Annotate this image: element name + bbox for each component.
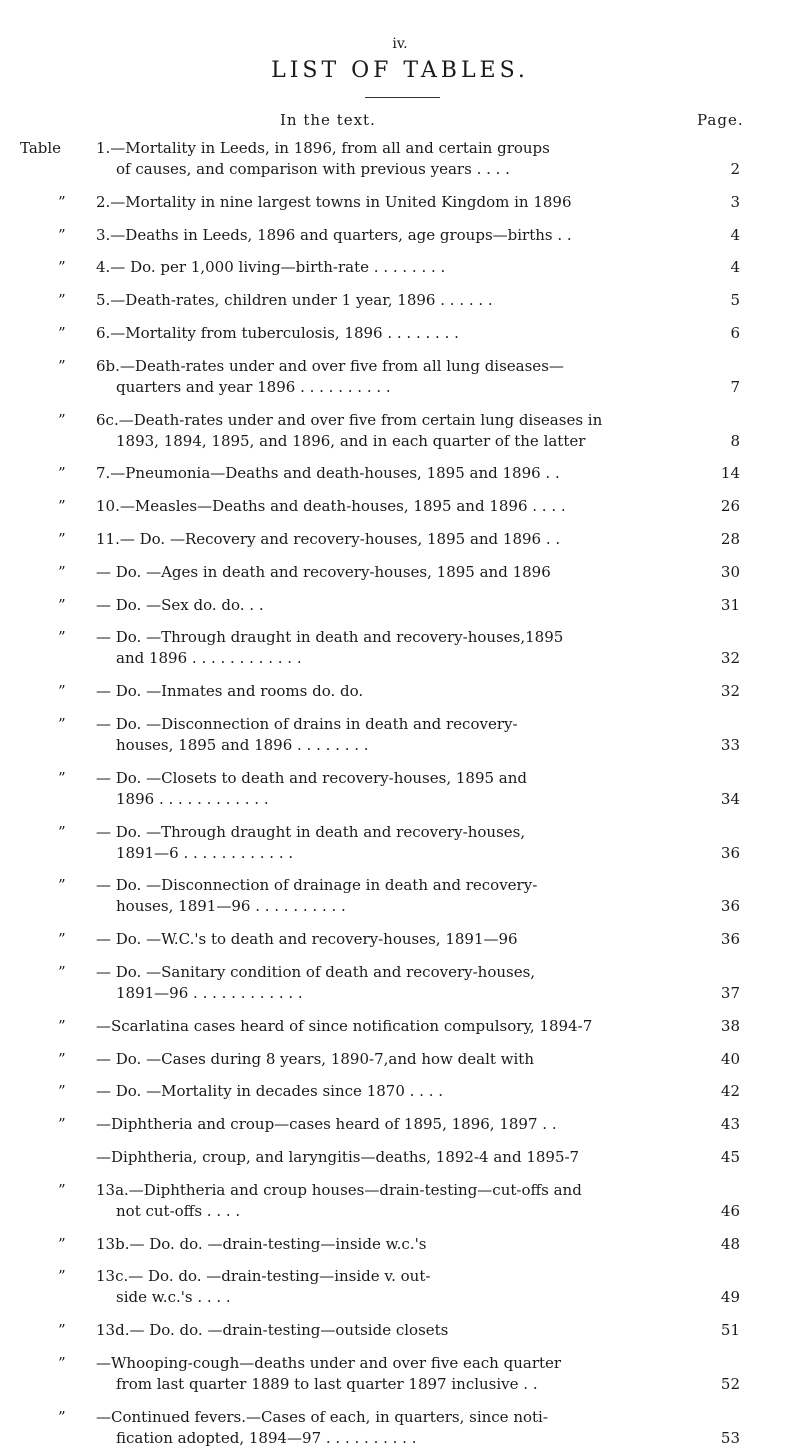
list-item xyxy=(0,1081,800,1102)
row-label: ” xyxy=(58,497,66,516)
list-item xyxy=(0,562,800,583)
list-item xyxy=(0,1353,800,1395)
row-text: 1.—Mortality in Leeds, in 1896, from all and certain groups xyxy=(96,139,550,157)
row-page-number: 3 xyxy=(730,192,740,211)
row-text: 10.—Measles—Deaths and death-houses, 1895 and 1896 . . . . xyxy=(96,497,566,516)
row-text-continued: of causes, and comparison with previous years . . . . xyxy=(116,160,510,178)
row-text-continued: quarters and year 1896 . . . . . . . . . . xyxy=(116,377,391,396)
list-item xyxy=(0,1049,800,1070)
row-page-number: 46 xyxy=(720,1201,740,1220)
row-label: ” xyxy=(58,595,66,614)
list-item xyxy=(0,822,800,864)
row-page-number: 34 xyxy=(720,789,740,808)
row-page-number: 33 xyxy=(720,736,740,754)
row-page-number: 26 xyxy=(720,497,740,516)
list-item xyxy=(0,225,800,246)
list-item xyxy=(0,356,800,398)
row-label: ” xyxy=(58,1267,66,1286)
row-label: ” xyxy=(58,963,66,981)
list-item xyxy=(0,627,800,669)
row-page-number: 36 xyxy=(720,930,740,949)
row-page-number: 4 xyxy=(730,258,740,277)
row-text-continued: houses, 1891—96 . . . . . . . . . . xyxy=(116,897,346,916)
row-label: ” xyxy=(58,1180,66,1199)
list-item xyxy=(0,1407,800,1449)
list-item xyxy=(0,714,800,756)
list-item xyxy=(0,875,800,917)
row-text: —Diphtheria and croup—cases heard of 1895, 1896, 1897 . . xyxy=(96,1115,557,1134)
row-text-continued: 1891—6 . . . . . . . . . . . . xyxy=(116,843,294,862)
row-label: ” xyxy=(58,1234,66,1253)
row-page-number: 30 xyxy=(720,562,740,581)
row-label: ” xyxy=(58,464,66,483)
list-item xyxy=(0,323,800,344)
row-label: ” xyxy=(58,1049,66,1068)
row-page-number: 32 xyxy=(720,649,740,668)
row-text: — Do. —Inmates and rooms do. do. xyxy=(96,682,364,701)
row-text-continued: 1893, 1894, 1895, and 1896, and in each quarter of the latter xyxy=(116,431,586,450)
row-text: — Do. —Cases during 8 years, 1890-7,and how dealt with xyxy=(96,1049,534,1068)
row-page-number: 53 xyxy=(720,1428,740,1447)
row-page-number: 40 xyxy=(720,1049,740,1068)
row-text: — Do. —Through draught in death and recovery-houses,1895 xyxy=(96,628,564,647)
list-item xyxy=(0,1016,800,1037)
row-text: 6b.—Death-rates under and over five from all lung diseases— xyxy=(96,356,564,375)
list-item xyxy=(0,681,800,702)
row-text: 13c.— Do. do. —drain-testing—inside v. out- xyxy=(96,1267,431,1286)
row-page-number: 52 xyxy=(720,1375,740,1393)
list-item xyxy=(0,1114,800,1135)
row-text: — Do. —W.C.'s to death and recovery-houses, 1891—96 xyxy=(96,930,518,949)
row-text-continued: 1896 . . . . . . . . . . . . xyxy=(116,789,269,808)
list-item xyxy=(0,768,800,810)
row-text: — Do. —Closets to death and recovery-houses, 1895 and xyxy=(96,768,528,787)
row-text: 13b.— Do. do. —drain-testing—inside w.c.'s xyxy=(96,1234,427,1253)
row-label: ” xyxy=(58,628,66,647)
row-text: — Do. —Disconnection of drains in death and recovery- xyxy=(96,715,518,733)
section-heading: In the text. xyxy=(280,111,376,129)
list-item xyxy=(0,496,800,517)
row-page-number: 32 xyxy=(720,682,740,701)
row-label: ” xyxy=(58,822,66,841)
row-page-number: 2 xyxy=(730,160,740,178)
row-text-continued: from last quarter 1889 to last quarter 1897 inclusive . . xyxy=(116,1375,538,1393)
row-page-number: 36 xyxy=(720,897,740,916)
row-text: 11.— Do. —Recovery and recovery-houses, 1895 and 1896 . . xyxy=(96,530,561,548)
list-item xyxy=(0,1266,800,1308)
row-page-number: 31 xyxy=(720,595,740,614)
row-label: ” xyxy=(58,225,66,244)
row-page-number: 5 xyxy=(730,291,740,310)
row-text: 7.—Pneumonia—Deaths and death-houses, 1895 and 1896 . . xyxy=(96,464,560,483)
row-text-continued: not cut-offs . . . . xyxy=(116,1201,241,1220)
row-label: ” xyxy=(58,1321,66,1340)
list-item xyxy=(0,138,800,180)
row-page-number: 42 xyxy=(720,1082,740,1101)
row-text: —Continued fevers.—Cases of each, in quarters, since noti- xyxy=(96,1407,548,1426)
row-label: ” xyxy=(58,324,66,342)
row-text-continued: and 1896 . . . . . . . . . . . . xyxy=(116,649,302,668)
row-page-number: 6 xyxy=(730,324,740,342)
row-text: 5.—Death-rates, children under 1 year, 1896 . . . . . . xyxy=(96,291,493,310)
row-label: ” xyxy=(58,291,66,310)
row-page-number: 28 xyxy=(720,530,740,548)
row-text: 4.— Do. per 1,000 living—birth-rate . . . . . . . . xyxy=(96,258,446,277)
row-page-number: 38 xyxy=(720,1016,740,1035)
page-number: iv. xyxy=(392,36,408,52)
row-page-number: 4 xyxy=(730,225,740,244)
row-label: ” xyxy=(58,930,66,949)
row-page-number: 8 xyxy=(730,431,740,450)
row-text: —Whooping-cough—deaths under and over five each quarter xyxy=(96,1354,562,1372)
list-item xyxy=(0,1320,800,1341)
row-page-number: 43 xyxy=(720,1115,740,1134)
row-text: —Diphtheria, croup, and laryngitis—deaths, 1892-4 and 1895-7 xyxy=(96,1148,580,1166)
row-page-number: 37 xyxy=(720,984,740,1002)
row-text: 13d.— Do. do. —drain-testing—outside closets xyxy=(96,1321,449,1340)
list-item xyxy=(0,595,800,616)
row-text: — Do. —Sanitary condition of death and recovery-houses, xyxy=(96,963,536,981)
row-text: — Do. —Sex do. do. . . xyxy=(96,595,264,614)
row-text-continued: side w.c.'s . . . . xyxy=(116,1288,231,1307)
page-title: LIST OF TABLES. xyxy=(271,58,529,83)
title-rule xyxy=(365,97,440,98)
row-page-number: 7 xyxy=(730,377,740,396)
row-label: ” xyxy=(58,1115,66,1134)
row-label: ” xyxy=(58,356,66,375)
row-label: ” xyxy=(58,562,66,581)
row-label: ” xyxy=(58,715,66,733)
row-text: 6.—Mortality from tuberculosis, 1896 . . . . . . . . xyxy=(96,324,459,342)
row-label: ” xyxy=(58,1407,66,1426)
row-page-number: 49 xyxy=(720,1288,740,1307)
row-label: ” xyxy=(58,768,66,787)
row-page-number: 36 xyxy=(720,843,740,862)
row-text: —Scarlatina cases heard of since notification compulsory, 1894-7 xyxy=(96,1016,593,1035)
list-item xyxy=(0,290,800,311)
row-label: ” xyxy=(58,410,66,429)
row-page-number: 48 xyxy=(720,1234,740,1253)
list-item xyxy=(0,463,800,484)
row-text-continued: fication adopted, 1894—97 . . . . . . . . . . xyxy=(116,1428,417,1447)
row-text: 6c.—Death-rates under and over five from certain lung diseases in xyxy=(96,410,603,429)
row-label: Table xyxy=(20,139,62,157)
list-item xyxy=(0,410,800,452)
row-page-number: 51 xyxy=(720,1321,740,1340)
list-item xyxy=(0,929,800,950)
row-text-continued: 1891—96 . . . . . . . . . . . . xyxy=(116,984,303,1002)
row-label: ” xyxy=(58,192,66,211)
row-page-number: 45 xyxy=(720,1148,740,1166)
row-label: ” xyxy=(58,876,66,895)
row-text: — Do. —Through draught in death and recovery-houses, xyxy=(96,822,526,841)
row-label: ” xyxy=(58,1016,66,1035)
row-text: — Do. —Ages in death and recovery-houses, 1895 and 1896 xyxy=(96,562,551,581)
list-item xyxy=(0,529,800,550)
row-label: ” xyxy=(58,258,66,277)
row-text: — Do. —Disconnection of drainage in death and recovery- xyxy=(96,876,538,895)
row-text-continued: houses, 1895 and 1896 . . . . . . . . xyxy=(116,736,369,754)
row-label: ” xyxy=(58,530,66,548)
row-text: 2.—Mortality in nine largest towns in United Kingdom in 1896 xyxy=(96,192,572,211)
list-item xyxy=(0,1234,800,1255)
list-item xyxy=(0,962,800,1004)
row-page-number: 14 xyxy=(720,464,740,483)
row-text: — Do. —Mortality in decades since 1870 . . . . xyxy=(96,1082,444,1101)
row-text: 3.—Deaths in Leeds, 1896 and quarters, age groups—births . . xyxy=(96,225,572,244)
row-text: 13a.—Diphtheria and croup houses—drain-testing—cut-offs and xyxy=(96,1180,582,1199)
list-item xyxy=(0,192,800,213)
row-label: ” xyxy=(58,1082,66,1101)
row-label: ” xyxy=(58,682,66,701)
list-item xyxy=(0,1147,800,1168)
page-column-heading: Page. xyxy=(697,111,744,129)
row-label: ” xyxy=(58,1354,66,1372)
list-item xyxy=(0,1180,800,1222)
list-item xyxy=(0,257,800,278)
